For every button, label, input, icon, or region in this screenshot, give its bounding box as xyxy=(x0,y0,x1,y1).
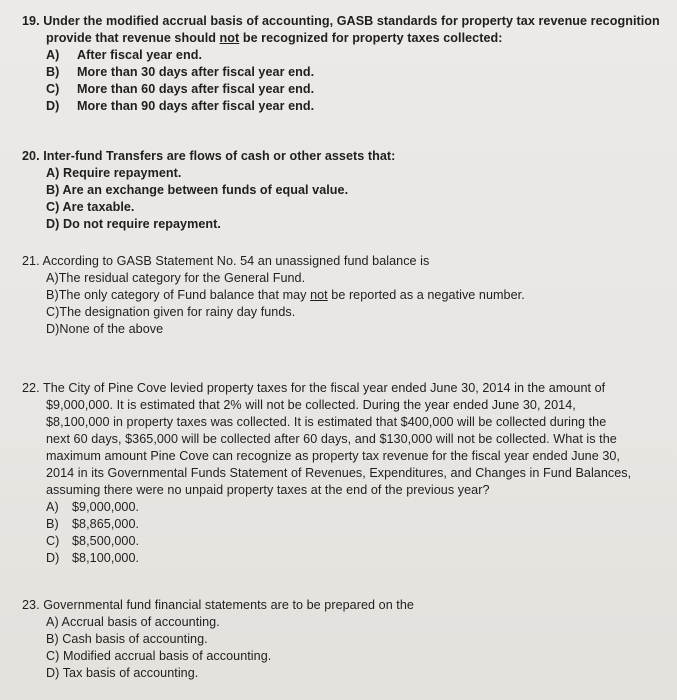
question-20-options xyxy=(22,165,662,233)
question-22-option-c: C) $8,500,000. xyxy=(46,534,140,548)
question-19-option-a: A) After fiscal year end. xyxy=(46,48,202,62)
question-21-stem: 21. According to GASB Statement No. 54 an unassigned fund balance is xyxy=(22,254,430,268)
question-22-option-a: A) $9,000,000. xyxy=(46,500,140,514)
question-19 xyxy=(22,13,662,115)
question-23-option-c: C) Modified accrual basis of accounting. xyxy=(46,649,272,663)
question-22-option-b: B) $8,865,000. xyxy=(46,517,140,531)
question-20-stem: 20. Inter-fund Transfers are flows of cash or other assets that: xyxy=(22,149,396,163)
question-21-option-d: D)None of the above xyxy=(46,322,164,336)
question-23-option-b: B) Cash basis of accounting. xyxy=(46,632,208,646)
question-23-options xyxy=(22,614,662,682)
question-19-option-b: B) More than 30 days after fiscal year end. xyxy=(46,65,315,79)
question-20 xyxy=(22,148,662,233)
question-19-options xyxy=(22,47,662,115)
question-23 xyxy=(22,597,662,682)
question-21-option-b: B)The only category of Fund balance that may not be reported as a negative number. xyxy=(46,288,525,302)
question-22-stem-line1: 22. The City of Pine Cove levied property taxes for the fiscal year ended June 30, 2014 in the amount of xyxy=(22,381,606,395)
question-21-option-c: C)The designation given for rainy day funds. xyxy=(46,305,296,319)
question-19-stem-line2: provide that revenue should not be recognized for property taxes collected: xyxy=(46,31,503,45)
question-20-option-b: B) Are an exchange between funds of equal value. xyxy=(46,183,349,197)
question-23-option-d: D) Tax basis of accounting. xyxy=(46,666,199,680)
question-22-option-d: D) $8,100,000. xyxy=(46,551,140,565)
question-23-stem: 23. Governmental fund financial statements are to be prepared on the xyxy=(22,598,414,612)
question-19-stem-line1: 19. Under the modified accrual basis of accounting, GASB standards for property tax revenue recognition xyxy=(22,14,660,28)
question-20-option-d: D) Do not require repayment. xyxy=(46,217,221,231)
question-23-option-a: A) Accrual basis of accounting. xyxy=(46,615,220,629)
question-22-options xyxy=(22,499,662,567)
question-22 xyxy=(22,380,662,567)
question-20-option-a: A) Require repayment. xyxy=(46,166,182,180)
question-19-option-c: C) More than 60 days after fiscal year end. xyxy=(46,82,315,96)
question-21-option-a: A)The residual category for the General Fund. xyxy=(46,271,306,285)
question-22-stem-body: $9,000,000. It is estimated that 2% will not be collected. During the year ended June 30, 2014, $8,100,000 in property taxes was collected. It is estimated that $400,000 will be collected during the next 60 days, $365,000 will be collected after 60 days, and $130,000 will not be collected. What is the maximum amount Pine Cove can recognize as property tax revenue for the fiscal year ended June 30, 2014 in its Governmental Funds Statement of Revenues, Expenditures, and Changes in Fund Balances, assuming there were no unpaid property taxes at the end of the previous year? xyxy=(46,398,632,497)
question-21 xyxy=(22,253,662,338)
question-21-options xyxy=(22,270,662,338)
question-19-option-d: D) More than 90 days after fiscal year end. xyxy=(46,99,315,113)
question-20-option-c: C) Are taxable. xyxy=(46,200,135,214)
